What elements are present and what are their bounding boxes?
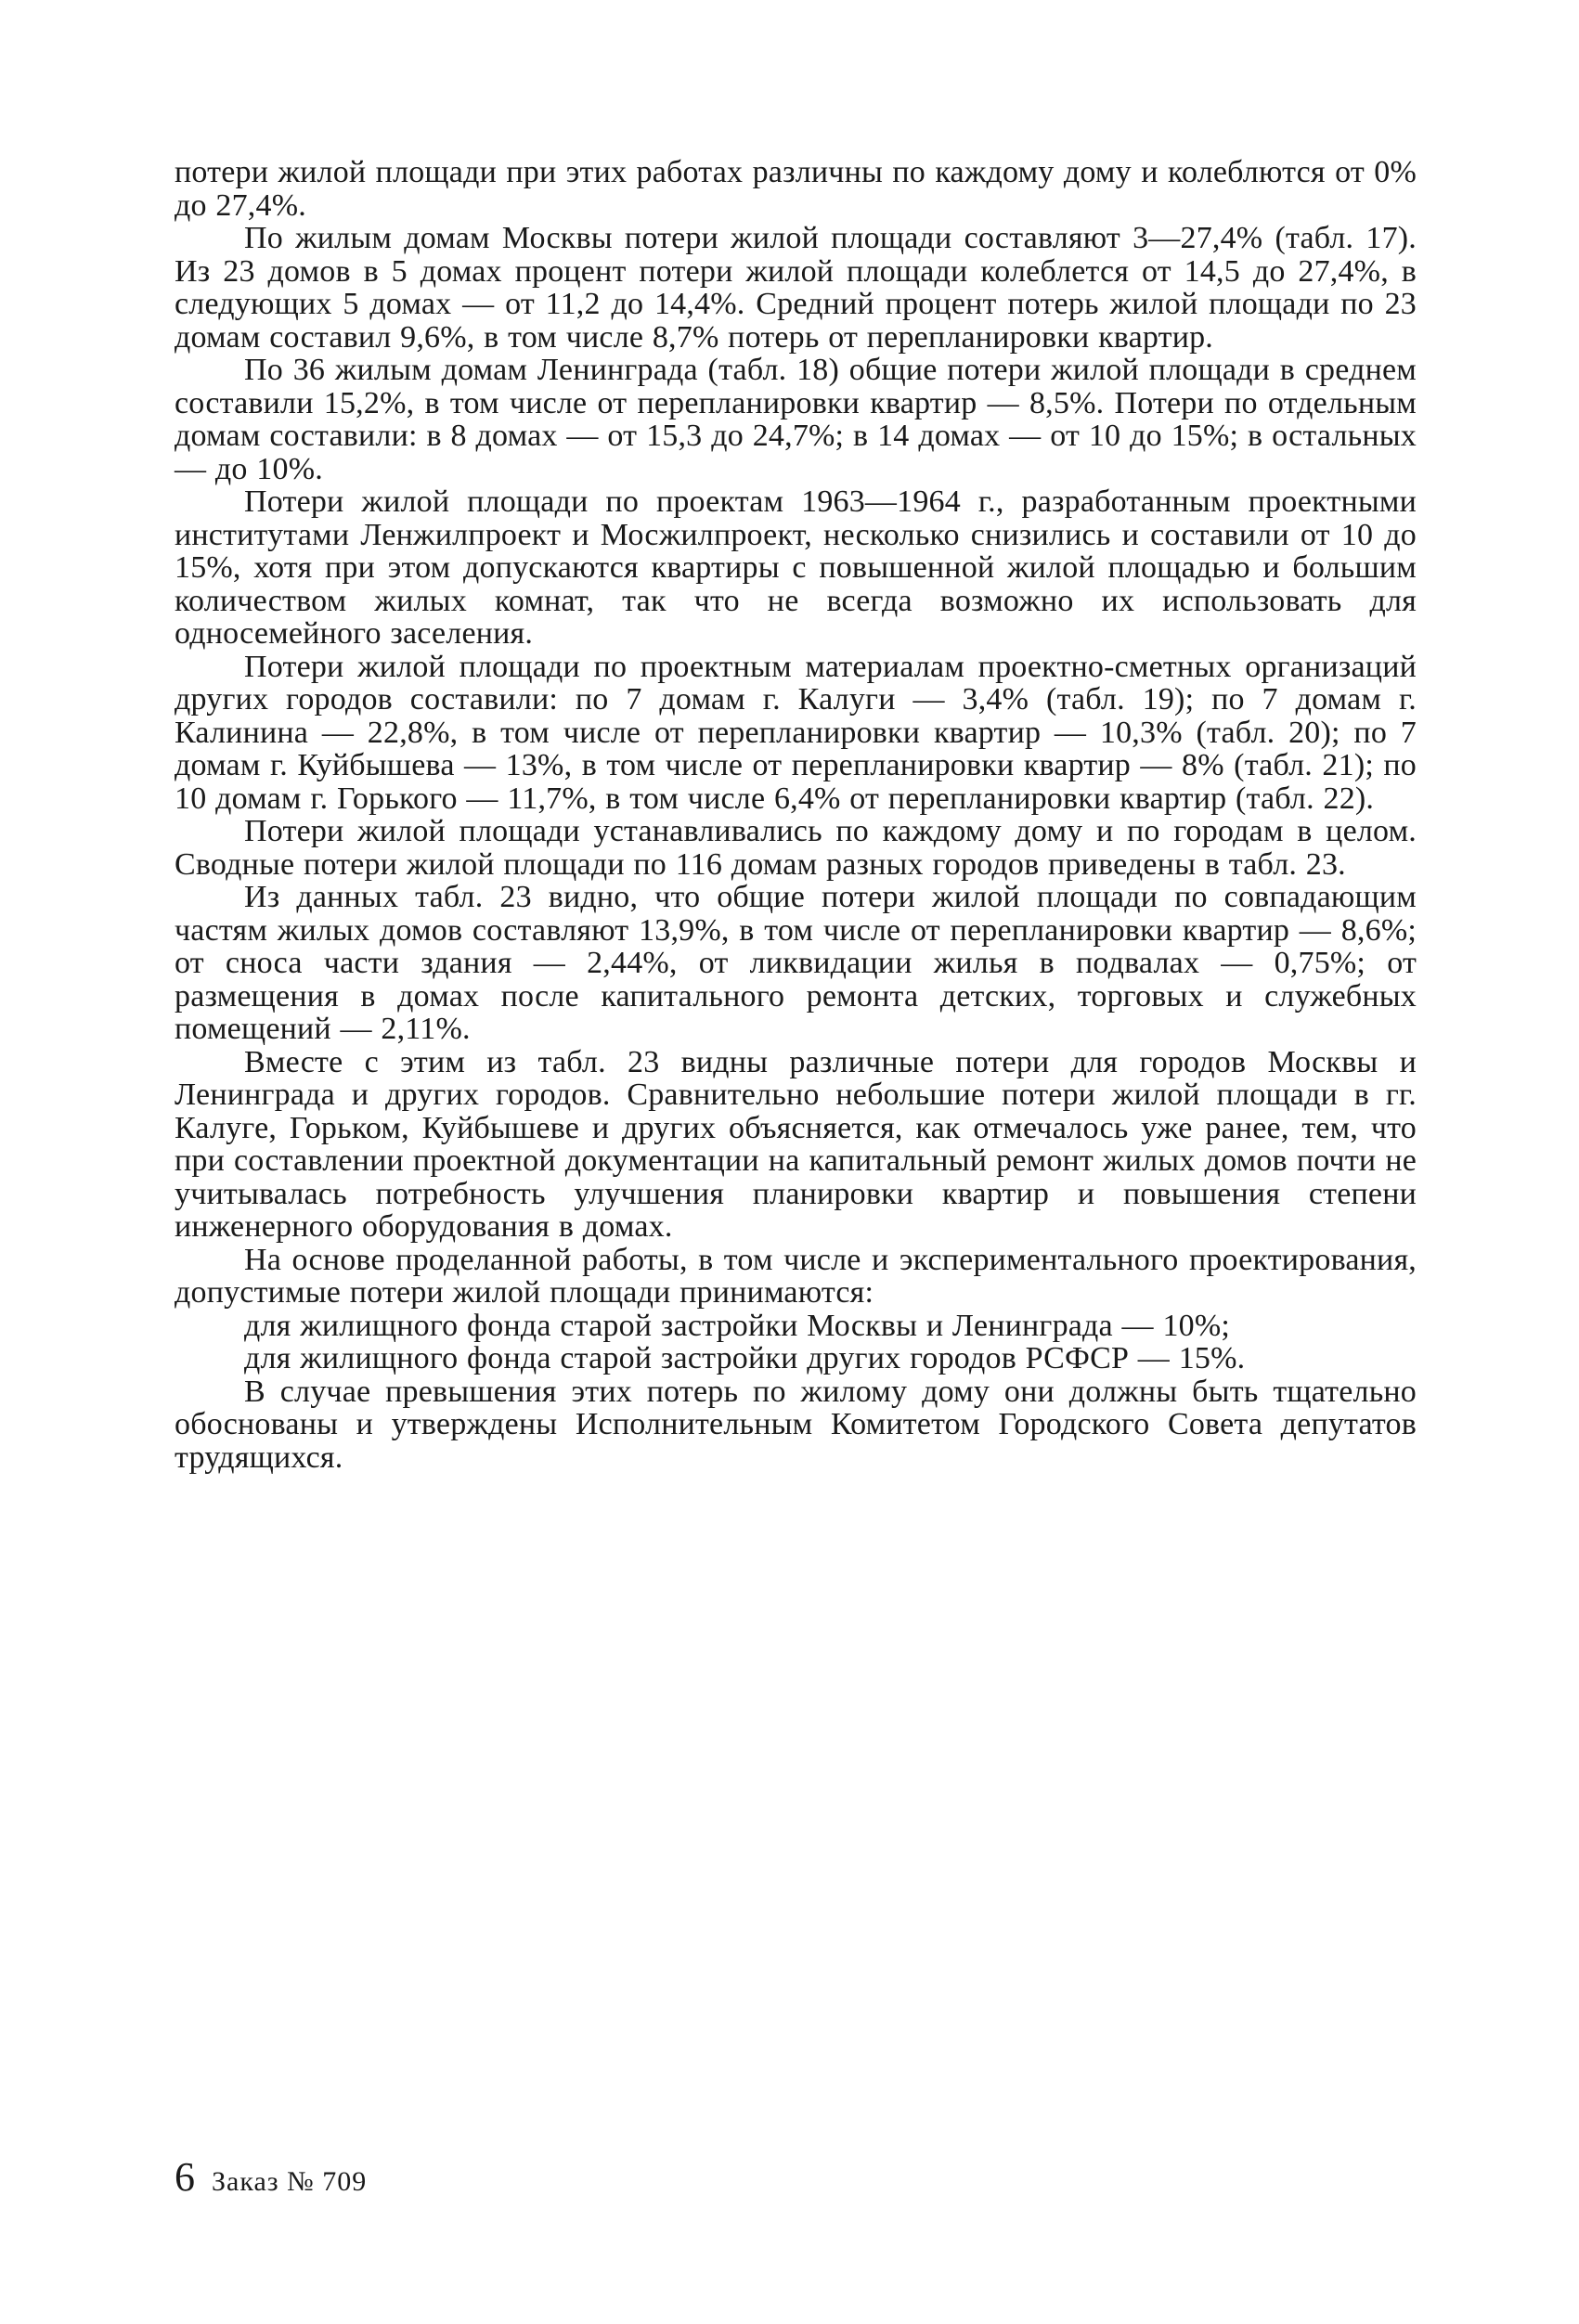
paragraph-5: Потери жилой площади по проектным материалам проектно-сметных организаций других городов составили: по 7 домам г. Калуги — 3,4% (табл. 19); по 7 домам г. Калинина — 22,8%, в том числе от перепланировки квартир — 10,3% (табл. 20); по 7 домам г. Куйбышева — 13%, в том числе от перепланировки квартир — 8% (табл. 21); по 10 домам г. Горького — 11,7%, в том числе 6,4% от перепланировки квартир (табл. 22). [175, 649, 1417, 816]
paragraph-1: потери жилой площади при этих работах различны по каждому дому и колеблются от 0% до 27,4%. [175, 155, 1417, 223]
document-body [175, 156, 1417, 1474]
paragraph-12: В случае превышения этих потерь по жилому дому они должны быть тщательно обоснованы и утверждены Исполнительным Комитетом Городского Совета депутатов трудящихся. [175, 1374, 1417, 1475]
paragraph-6: Потери жилой площади устанавливались по каждому дому и по городам в целом. Сводные потери жилой площади по 116 домам разных городов приведены в табл. 23. [175, 814, 1417, 882]
paragraph-7: Из данных табл. 23 видно, что общие потери жилой площади по совпадающим частям жилых домов составляют 13,9%, в том числе от перепланировки квартир — 8,6%; от сноса части здания — 2,44%, от ликвидации жилья в подвалах — 0,75%; от размещения в домах после капитального ремонта детских, торговых и служебных помещений — 2,11%. [175, 880, 1417, 1046]
paragraph-4: Потери жилой площади по проектам 1963—1964 г., разработанным проектными институтами Ленжилпроект и Мосжилпроект, несколько снизились и составили от 10 до 15%, хотя при этом допускаются квартиры с повышенной жилой площадью и большим количеством жилых комнат, так что не всегда возможно их использовать для односемейного заселения. [175, 484, 1417, 651]
page-number: 6 [175, 2154, 195, 2200]
page-footer [175, 2153, 367, 2201]
paragraph-9: На основе проделанной работы, в том числе и экспериментального проектирования, допустимые потери жилой площади принимаются: [175, 1242, 1417, 1310]
paragraph-2: По жилым домам Москвы потери жилой площади составляют 3—27,4% (табл. 17). Из 23 домов в 5 домах процент потери жилой площади колеблется от 14,5 до 27,4%, в следующих 5 домах — от 11,2 до 14,4%. Средний процент потерь жилой площади по 23 домам составил 9,6%, в том числе 8,7% потерь от перепланировки квартир. [175, 221, 1417, 355]
list-item-moscow-leningrad: для жилищного фонда старой застройки Москвы и Ленинграда — 10%; [244, 1308, 1231, 1343]
order-label: Заказ № 709 [212, 2166, 368, 2197]
paragraph-8: Вместе с этим из табл. 23 видны различные потери для городов Москвы и Ленинграда и других городов. Сравнительно небольшие потери жилой площади в гг. Калуге, Горьком, Куйбышеве и других объясняется, как отмечалось уже ранее, тем, что при составлении проектной документации на капитальный ремонт жилых домов почти не учитывалась потребность улучшения планировки квартир и повышения степени инженерного оборудования в домах. [175, 1044, 1417, 1244]
list-item-other-cities: для жилищного фонда старой застройки других городов РСФСР — 15%. [244, 1341, 1246, 1375]
paragraph-3: По 36 жилым домам Ленинграда (табл. 18) общие потери жилой площади в среднем составили 15,2%, в том числе от перепланировки квартир — 8,5%. Потери по отдельным домам составили: в 8 домах — от 15,3 до 24,7%; в 14 домах — от 10 до 15%; в остальных — до 10%. [175, 353, 1417, 486]
